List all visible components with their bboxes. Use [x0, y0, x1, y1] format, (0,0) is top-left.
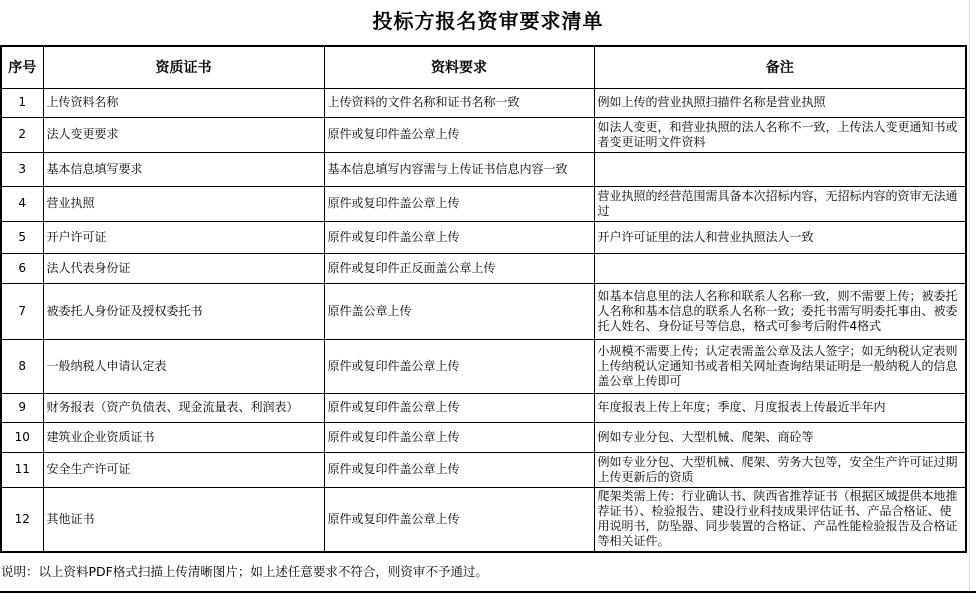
- remarks-cell: 营业执照的经营范围需具备本次招标内容，无招标内容的资审无法通过: [594, 186, 966, 221]
- requirement-cell: 原件盖公章上传: [324, 283, 594, 339]
- row-number-cell: 7: [1, 283, 43, 339]
- table-row: [1, 88, 966, 117]
- bottom-border-line: [0, 591, 976, 593]
- certificate-cell: 一般纳税人申请认定表: [43, 339, 324, 393]
- certificate-cell: 上传资料名称: [43, 88, 324, 117]
- requirement-cell: 上传资料的文件名称和证书名称一致: [324, 88, 594, 117]
- row-number-cell: 5: [1, 221, 43, 253]
- table-row: [1, 452, 966, 487]
- table-row: [1, 422, 966, 452]
- certificate-cell: 开户许可证: [43, 221, 324, 253]
- remarks-cell: 例如专业分包、大型机械、爬架、商砼等: [594, 422, 966, 452]
- row-number-cell: 2: [1, 117, 43, 152]
- certificate-cell: 财务报表（资产负债表、现金流量表、利润表）: [43, 393, 324, 422]
- remarks-cell: 如基本信息里的法人名称和联系人名称一致，则不需要上传；被委托人名称和基本信息的联系人名称一致；委托书需写明委托事由、被委托人姓名、身份证号等信息，格式可参考后附件4格式: [594, 283, 966, 339]
- remarks-cell: 如法人变更，和营业执照的法人名称不一致，上传法人变更通知书或者变更证明文件资料: [594, 117, 966, 152]
- header-material-requirement: 资料要求: [324, 46, 594, 88]
- remarks-cell: [594, 253, 966, 283]
- remarks-cell: 例如上传的营业执照扫描件名称是营业执照: [594, 88, 966, 117]
- footer-note: 说明：以上资料PDF格式扫描上传清晰图片；如上述任意要求不符合，则资审不予通过。: [1, 564, 488, 579]
- remarks-cell: 小规模不需要上传；认定表需盖公章及法人签字；如无纳税认定表则上传纳税认定通知书或者相关网址查询结果证明是一般纳税人的信息盖公章上传即可: [594, 339, 966, 393]
- table-row: [1, 339, 966, 393]
- requirement-cell: 原件或复印件盖公章上传: [324, 186, 594, 221]
- requirement-cell: 原件或复印件盖公章上传: [324, 221, 594, 253]
- remarks-cell: 爬架类需上传：行业确认书、陕西省推荐证书（根据区域提供本地推荐证书）、检验报告、建设行业科技成果评估证书、产品合格证、使用说明书，防坠器、同步装置的合格证、产品性能检验报告及合格证等相关证件。: [594, 487, 966, 552]
- remarks-cell: 例如专业分包、大型机械、爬架、劳务大包等，安全生产许可证过期上传更新后的资质: [594, 452, 966, 487]
- row-number-cell: 8: [1, 339, 43, 393]
- certificate-cell: 安全生产许可证: [43, 452, 324, 487]
- row-number-cell: 9: [1, 393, 43, 422]
- remarks-cell: 开户许可证里的法人和营业执照法人一致: [594, 221, 966, 253]
- requirement-cell: 原件或复印件正反面盖公章上传: [324, 253, 594, 283]
- table-row: [1, 152, 966, 186]
- certificate-cell: 建筑业企业资质证书: [43, 422, 324, 452]
- table-row: [1, 117, 966, 152]
- certificate-cell: 营业执照: [43, 186, 324, 221]
- certificate-cell: 法人代表身份证: [43, 253, 324, 283]
- requirement-cell: 原件或复印件盖公章上传: [324, 422, 594, 452]
- table-row: [1, 186, 966, 221]
- row-number-cell: 4: [1, 186, 43, 221]
- certificate-cell: 基本信息填写要求: [43, 152, 324, 186]
- requirement-cell: 原件或复印件盖公章上传: [324, 452, 594, 487]
- requirements-table: [0, 45, 967, 553]
- table-row: [1, 393, 966, 422]
- spreadsheet-gridline: [969, 0, 970, 591]
- row-number-cell: 10: [1, 422, 43, 452]
- table-row: [1, 283, 966, 339]
- requirement-cell: 原件或复印件盖公章上传: [324, 117, 594, 152]
- requirement-cell: 原件或复印件盖公章上传: [324, 393, 594, 422]
- header-serial-number: 序号: [1, 46, 43, 88]
- table-row: [1, 487, 966, 552]
- table-row: [1, 253, 966, 283]
- row-number-cell: 11: [1, 452, 43, 487]
- row-number-cell: 3: [1, 152, 43, 186]
- certificate-cell: 其他证书: [43, 487, 324, 552]
- header-row: [1, 46, 966, 88]
- certificate-cell: 被委托人身份证及授权委托书: [43, 283, 324, 339]
- header-certificate: 资质证书: [43, 46, 324, 88]
- requirement-cell: 原件或复印件盖公章上传: [324, 487, 594, 552]
- requirement-cell: 原件或复印件盖公章上传: [324, 339, 594, 393]
- remarks-cell: [594, 152, 966, 186]
- row-number-cell: 12: [1, 487, 43, 552]
- certificate-cell: 法人变更要求: [43, 117, 324, 152]
- remarks-cell: 年度报表上传上年度；季度、月度报表上传最近半年内: [594, 393, 966, 422]
- header-remarks: 备注: [594, 46, 966, 88]
- table-row: [1, 221, 966, 253]
- page-title: 投标方报名资审要求清单: [372, 9, 604, 33]
- requirement-cell: 基本信息填写内容需与上传证书信息内容一致: [324, 152, 594, 186]
- row-number-cell: 1: [1, 88, 43, 117]
- row-number-cell: 6: [1, 253, 43, 283]
